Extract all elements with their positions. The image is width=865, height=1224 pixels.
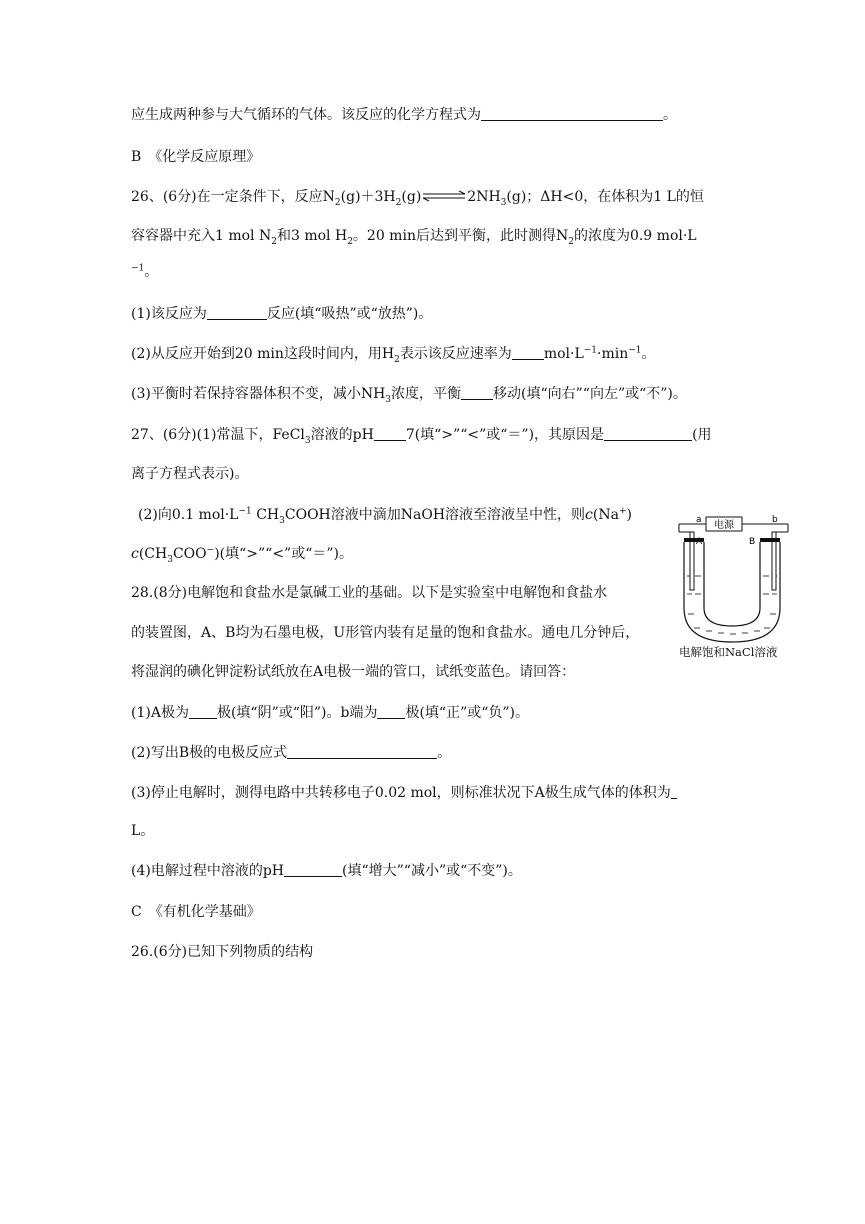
answer-blank[interactable] [189, 704, 217, 719]
question-27-part2-line2: $c(CH_3COO^-)$(填“>”“<”或“＝”)。 [131, 545, 353, 565]
answer-blank[interactable] [207, 305, 267, 320]
question-28: 28.(8分)电解饱和食盐水是氯碱工业的基础。以下是实验室中电解饱和食盐水 [131, 585, 608, 601]
question-26-part1: (1)该反应为 反应(填“吸热”或“放热”)。 [131, 306, 433, 322]
question-28-part1: (1)A极为 极(填“阴”或“阳”)。b端为 极(填“正”或“负”)。 [131, 705, 530, 721]
question-26-line2: 容容器中充入1 mol $N_2$和3 mol $H_2$。20 min后达到平衡，此时测得$N_2$的浓度为0.9 mol·L [131, 228, 697, 247]
stopper-left [684, 538, 704, 542]
electrode-b-label: B [749, 537, 756, 547]
u-tube-inner [704, 542, 760, 626]
salt-solution [687, 576, 777, 634]
question-26-line3: $^{-1}$。 [131, 263, 159, 280]
question-28-part3: (3)停止电解时，测得电路中共转移电子0.02 mol，则标准状况下A极生成气体的体积为 [131, 783, 677, 803]
equilibrium-arrow-icon [421, 190, 467, 202]
question-27-part2: (2)向0.1 $mol\cdot L^{-1}$ $CH_3COOH$溶液中滴加NaOH溶液至溶液呈中性，则c(Na+) [138, 506, 632, 526]
section-heading-b: B 《化学反应原理》 [131, 149, 261, 165]
power-source-label: 电源 [714, 520, 734, 531]
answer-blank[interactable] [374, 426, 406, 441]
answer-blank[interactable] [604, 426, 692, 441]
question-26-part2: (2)从反应开始到20 min这段时间内，用$H_2$表示该反应速率为 $mol\cdot L^{-1}\cdot\min^{-1}$。 [131, 345, 656, 365]
question-26: 26、(6分)在一定条件下，反应$N_2(g)+3H_2(g)$ $2NH_3(g)$；ΔH<0，在体积为1 L的恒 [131, 189, 704, 208]
answer-blank[interactable] [377, 704, 405, 719]
terminal-b-label: b [772, 515, 778, 525]
answer-blank[interactable] [284, 862, 342, 877]
question-27: 27、(6分)(1)常温下，FeCl$_3$溶液的pH 7(填“>”“<”或“＝”)，其原因是 (用 [131, 427, 712, 446]
question-26-part3: (3)平衡时若保持容器体积不变，减小$NH_3$浓度，平衡 移动(填“向右”“向左”或“不”)。 [131, 386, 687, 405]
section-heading-c: C 《有机化学基础》 [131, 904, 261, 920]
answer-blank[interactable] [287, 744, 437, 759]
answer-blank[interactable] [671, 784, 677, 799]
question-28-line2: 的装置图，A、B均为石墨电极，U形管内装有足量的饱和食盐水。通电几分钟后， [131, 625, 640, 641]
question-28-part3-line2: L。 [131, 823, 155, 839]
terminal-a-label: a [696, 515, 702, 525]
answer-blank[interactable] [512, 345, 544, 360]
question-26-organic: 26.(6分)已知下列物质的结构 [131, 944, 314, 960]
figure-caption: 电解饱和NaCl溶液 [679, 645, 778, 659]
answer-blank[interactable] [461, 385, 493, 400]
question-28-line3: 将湿润的碘化钾淀粉试纸放在A电极一端的管口，试纸变蓝色。请回答： [131, 664, 576, 680]
electrolysis-diagram [676, 510, 802, 660]
answer-blank[interactable] [481, 106, 663, 121]
u-tube-outer [684, 542, 780, 642]
stopper-right [760, 538, 780, 542]
question-28-part2: (2)写出B极的电极反应式 。 [131, 745, 452, 761]
text-line: 应生成两种参与大气循环的气体。该反应的化学方程式为 。 [131, 107, 677, 123]
question-27-line2: 离子方程式表示)。 [131, 466, 249, 482]
question-28-part4: (4)电解过程中溶液的pH (填“增大”“减小”或“不变”)。 [131, 863, 522, 879]
